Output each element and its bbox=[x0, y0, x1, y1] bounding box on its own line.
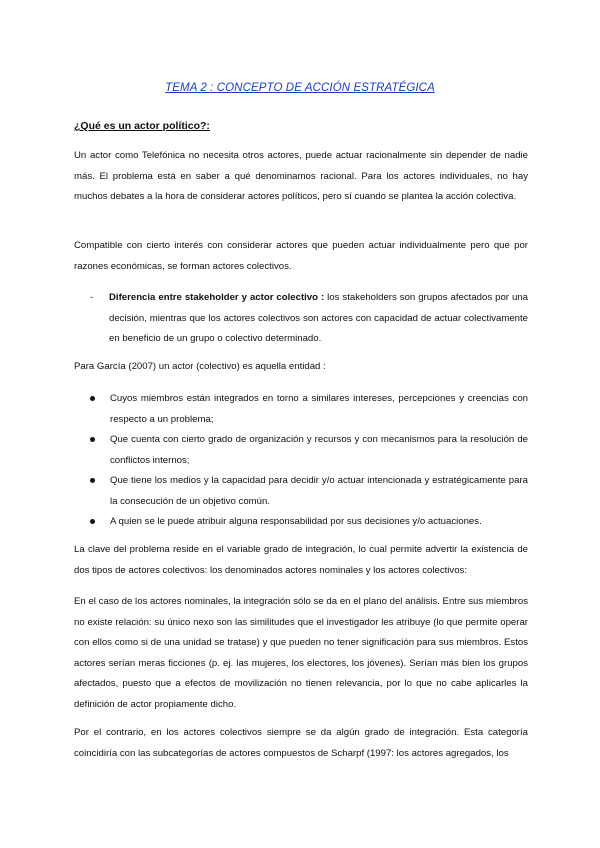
dash-item-bold: Diferencia entre stakeholder y actor colectivo : bbox=[109, 292, 325, 303]
list-item: Cuyos miembros están integrados en torno a similares intereses, percepciones y creencias con respecto a un problema; bbox=[74, 389, 528, 430]
bullet-list bbox=[74, 389, 528, 533]
bullet-dot-icon bbox=[90, 478, 95, 483]
dash-list-item bbox=[90, 288, 528, 350]
list-item: A quien se le puede atribuir alguna responsabilidad por sus decisiones y/o actuaciones. bbox=[74, 512, 528, 533]
paragraph-garcia: Para García (2007) un actor (colectivo) es aquella entidad : bbox=[74, 361, 326, 372]
document-title: TEMA 2 : CONCEPTO DE ACCIÓN ESTRATÉGICA bbox=[165, 82, 435, 94]
list-item: Que tiene los medios y la capacidad para decidir y/o actuar intencionada y estratégicamente para la consecución de un objetivo común. bbox=[74, 471, 528, 512]
bullet-dot-icon bbox=[90, 396, 95, 401]
dash-item-text bbox=[109, 288, 528, 350]
list-item: Que cuenta con cierto grado de organización y recursos y con mecanismos para la resolución de conflictos internos; bbox=[74, 430, 528, 471]
dash-item-body: los stakeholders son grupos afectados por una decisión, mientras que los actores colectivos son actores con capacidad de actuar colectivamente en beneficio de un grupo o colectivo determinado. bbox=[109, 292, 528, 344]
paragraph-nominales: En el caso de los actores nominales, la integración sólo se da en el plano del análisis. Entre sus miembros no existe relación: su único nexo son las similitudes que el investigador les atribuye (lo que permite operar con ellos como si de una unidad se tratase) y que pueden no tener significación para sus miembros. Estos actores serían meras ficciones (p. ej. las mujeres, los electores, los jóvenes). Serían más bien los grupos afectados, puesto que a efectos de movilización no tienen relevancia, por lo que no cabe aplicarles la definición de actor propiamente dicho. bbox=[74, 596, 528, 710]
paragraph-telefonica: Un actor como Telefónica no necesita otros actores, puede actuar racionalmente sin depender de nadie más. El problema está en saber a qué denominamos racional. Para los actores individuales, no hay muchos debates a la hora de considerar actores políticos, pero sí cuando se plantea la acción colectiva. bbox=[74, 150, 528, 202]
bullet-dot-icon bbox=[90, 519, 95, 524]
section-heading: ¿Qué es un actor político?: bbox=[74, 120, 210, 132]
dash-marker: - bbox=[90, 292, 94, 303]
paragraph-compatible: Compatible con cierto interés con considerar actores que pueden actuar individualmente pero que por razones económicas, se forman actores colectivos. bbox=[74, 240, 528, 272]
bullet-dot-icon bbox=[90, 437, 95, 442]
paragraph-clave: La clave del problema reside en el variable grado de integración, lo cual permite advertir la existencia de dos tipos de actores colectivos: los denominados actores nominales y los actores colectivos: bbox=[74, 544, 528, 576]
paragraph-colectivos: Por el contrario, en los actores colectivos siempre se da algún grado de integración. Esta categoría coincidiría con las subcategorías de actores compuestos de Scharpf (1997: los actores agregados, los bbox=[74, 727, 528, 759]
